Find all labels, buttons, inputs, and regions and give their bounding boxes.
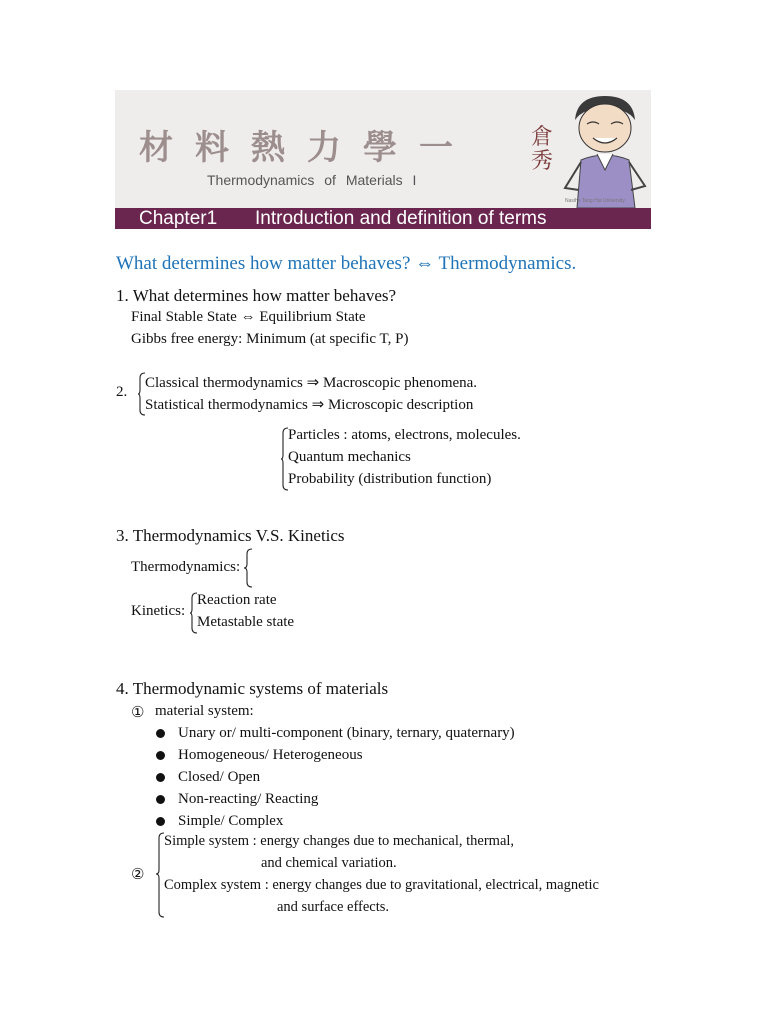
signature-calligraphy: 倉 秀 bbox=[531, 125, 554, 174]
section2-sub-line: Particles : atoms, electrons, molecules. bbox=[288, 427, 521, 443]
chapter-bar bbox=[115, 208, 651, 229]
thermodynamics-label: Thermodynamics: bbox=[131, 559, 241, 575]
item1-marker: ① bbox=[131, 705, 145, 721]
section1-heading: 1. What determines how matter behaves? bbox=[116, 286, 397, 305]
bullet-item: Closed/ Open bbox=[178, 769, 261, 785]
caricature-portrait bbox=[557, 90, 651, 208]
item2-line: and surface effects. bbox=[277, 899, 390, 915]
english-course-title: Thermodynamics of Materials I bbox=[207, 172, 417, 188]
bullet-item: Non-reacting/ Reacting bbox=[178, 791, 319, 807]
item2-line: and chemical variation. bbox=[261, 855, 397, 871]
item2-line: Complex system : energy changes due to gravitational, electrical, magnetic bbox=[164, 877, 599, 893]
bullet-item: Homogeneous/ Heterogeneous bbox=[178, 747, 363, 763]
section3-heading: 3. Thermodynamics V.S. Kinetics bbox=[116, 526, 345, 545]
caricature-caption: Nasihe Tang Hui University bbox=[565, 198, 625, 204]
section1-line: Final Stable State ⇔ Equilibrium State bbox=[131, 309, 366, 325]
section1-line: Gibbs free energy: Minimum (at specific T, P) bbox=[131, 331, 409, 347]
chapter-number: Chapter1 bbox=[139, 208, 218, 229]
section2-sub-line: Probability (distribution function) bbox=[288, 471, 492, 487]
section2-line: Classical thermodynamics ⇒ Macroscopic phenomena. bbox=[145, 375, 478, 391]
kinetics-item: Metastable state bbox=[197, 614, 295, 630]
item2-marker: ② bbox=[131, 867, 145, 883]
bullet-icon bbox=[156, 751, 165, 760]
bullet-icon bbox=[156, 773, 165, 782]
headline: What determines how matter behaves? ⇔ Thermodynamics. bbox=[116, 253, 577, 274]
section4-heading: 4. Thermodynamic systems of materials bbox=[116, 679, 389, 698]
bullet-item: Unary or/ multi-component (binary, ternary, quaternary) bbox=[178, 725, 515, 741]
bullet-icon bbox=[156, 795, 165, 804]
brace bbox=[244, 548, 253, 588]
chapter-title: Introduction and definition of terms bbox=[255, 208, 547, 229]
item2-line: Simple system : energy changes due to mechanical, thermal, bbox=[164, 833, 515, 849]
kinetics-label: Kinetics: bbox=[131, 603, 186, 619]
bullet-item: Simple/ Complex bbox=[178, 813, 284, 829]
section2-sub-line: Quantum mechanics bbox=[288, 449, 411, 465]
title-banner bbox=[115, 90, 651, 208]
kinetics-item: Reaction rate bbox=[197, 592, 277, 608]
bullet-icon bbox=[156, 817, 165, 826]
bullet-icon bbox=[156, 729, 165, 738]
section2-line: Statistical thermodynamics ⇒ Microscopic description bbox=[145, 397, 474, 413]
section2-number: 2. bbox=[116, 384, 128, 400]
item1-label: material system: bbox=[155, 703, 254, 719]
chinese-course-title: 材料熱力學一 bbox=[139, 128, 475, 168]
